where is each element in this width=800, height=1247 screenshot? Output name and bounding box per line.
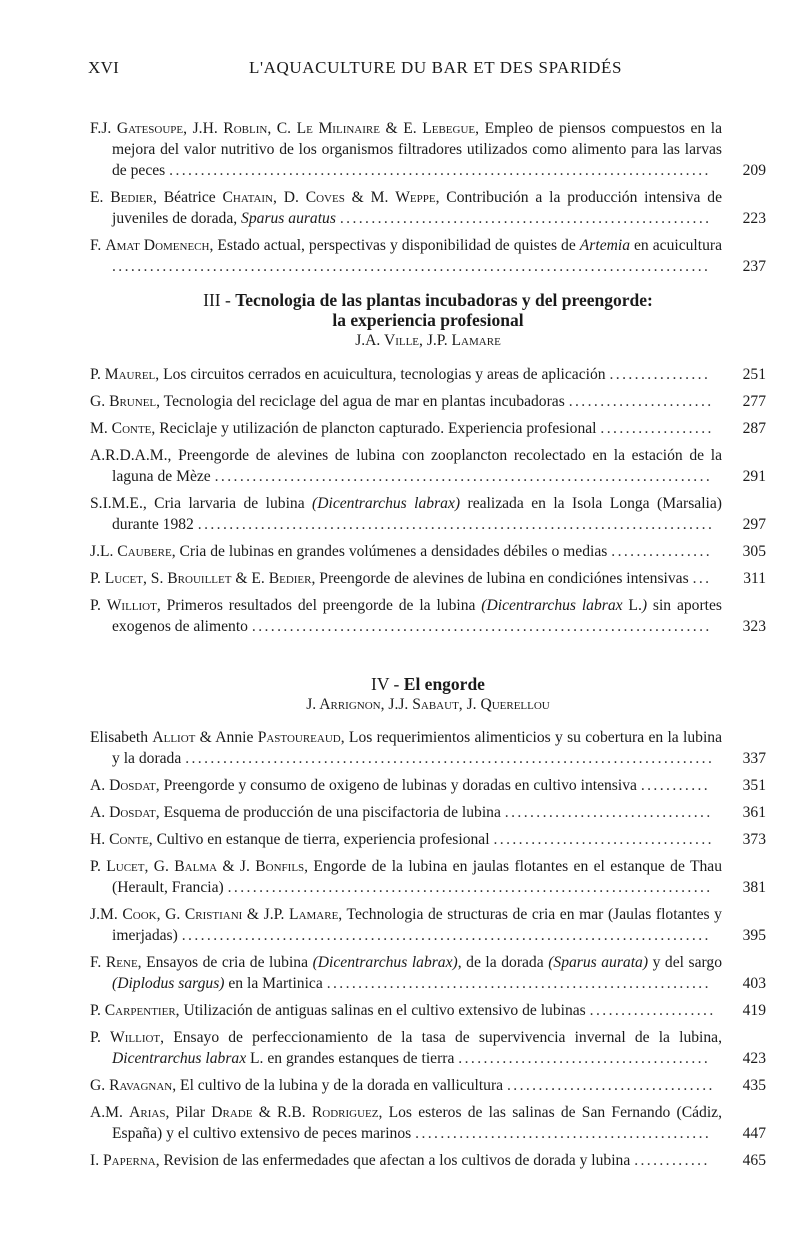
dot-leader: .................................................................................. xyxy=(197,516,715,533)
dot-leader: .................................................................................... xyxy=(185,750,715,767)
section-title-line1: Tecnologia de las plantas incubadoras y del preengorde: xyxy=(235,290,653,310)
entry-text-segment: J.L. xyxy=(90,543,118,560)
page-number: 337 xyxy=(742,750,766,767)
toc-entry xyxy=(90,391,766,412)
toc-entry xyxy=(90,1150,766,1171)
toc-entry-text xyxy=(90,1000,766,1021)
toc-entry-text xyxy=(90,1102,766,1144)
author-surname: Brouillet xyxy=(167,570,232,587)
entry-text-segment: , Cultivo en estanque de tierra, experiencia profesional xyxy=(148,831,490,848)
dot-leader: ............................................................................................... xyxy=(112,258,711,275)
toc-entry-text xyxy=(90,727,766,769)
author-surname: Cristiani xyxy=(184,906,243,923)
toc-entry xyxy=(90,595,766,637)
dot-leader: ................ xyxy=(611,543,713,560)
section-editors: J.A. Ville, J.P. Lamare xyxy=(355,332,501,349)
entry-text-segment: , Los esteros de las salinas de San Fernando (Cádiz, España) y el cultivo extensivo de peces marinos xyxy=(112,1104,722,1142)
page-number: 381 xyxy=(742,879,766,896)
author-surname: Pastoureaud xyxy=(257,729,341,746)
author-surname: Balma xyxy=(174,858,218,875)
author-surname: Chatain xyxy=(222,189,273,206)
toc-entry xyxy=(90,1027,766,1069)
toc-entry-text xyxy=(90,493,766,535)
author-surname: Carpentier xyxy=(104,1002,176,1019)
entry-text-segment: & R.B. xyxy=(252,1104,312,1121)
italic-text: (Dicentrarchus labrax xyxy=(481,597,623,614)
toc-entry xyxy=(90,904,766,946)
entry-text-segment: & E. xyxy=(379,120,423,137)
author-surname: Williot xyxy=(110,1029,161,1046)
toc-entry-text xyxy=(90,904,766,946)
entry-text-segment: G. xyxy=(90,393,110,410)
author-surname: Gatesoupe xyxy=(116,120,184,137)
toc-entry-text xyxy=(90,118,766,181)
entry-text-segment: L. en grandes estanques de tierra xyxy=(246,1050,455,1067)
dot-leader: ........... xyxy=(640,777,711,794)
entry-text-segment: , G. xyxy=(156,906,185,923)
italic-text: Sparus auratus xyxy=(241,210,336,227)
author-surname: Bedier xyxy=(110,189,154,206)
entry-text-segment: , Pilar xyxy=(165,1104,212,1121)
author-surname: Dosdat xyxy=(109,804,156,821)
entry-text-segment: , Technologia de structuras de cria en mar (Jaulas flotantes y imerjadas) xyxy=(112,906,722,944)
dot-leader: .................. xyxy=(600,420,714,437)
entry-text-segment: , S. xyxy=(143,570,168,587)
author-surname: Le Milinaire xyxy=(296,120,380,137)
section-title-line2: la experiencia profesional xyxy=(332,310,524,330)
toc-entry-text xyxy=(90,364,766,385)
toc-group-III xyxy=(90,364,766,643)
page-number: 291 xyxy=(742,468,766,485)
entry-text-segment: A. xyxy=(90,804,110,821)
dot-leader: ................................. xyxy=(506,1077,715,1094)
entry-text-segment: , J.H. xyxy=(183,120,224,137)
entry-text-segment: P. xyxy=(90,858,107,875)
entry-text-segment: realizada en la Isola Longa (Marsalia) durante 1982 xyxy=(112,495,722,533)
entry-text-segment: en la Martinica xyxy=(224,975,323,992)
toc-entry xyxy=(90,235,766,277)
italic-text: (Diplodus sargus) xyxy=(112,975,225,992)
toc-entry-text xyxy=(90,802,766,823)
entry-text-segment: , C. xyxy=(267,120,297,137)
author-surname: Amat Domenech xyxy=(105,237,210,254)
dot-leader: ............................................................................. xyxy=(227,879,713,896)
entry-text-segment: A.R.D.A.M., Preengorde de alevines de lubina con zooplancton recolectado en la estación de la laguna de Mèze xyxy=(90,447,722,485)
dot-leader: ........................................................... xyxy=(339,210,712,227)
entry-text-segment: , G. xyxy=(144,858,175,875)
page-number: 465 xyxy=(742,1152,766,1169)
entry-text-segment: Elisabeth xyxy=(90,729,153,746)
dot-leader: ................................. xyxy=(504,804,713,821)
author-surname: Dosdat xyxy=(109,777,156,794)
entry-text-segment: , Preengorde y consumo de oxigeno de lubinas y doradas en cultivo intensiva xyxy=(155,777,637,794)
toc-entry xyxy=(90,775,766,796)
entry-text-segment: , Tecnologia del reciclage del agua de mar en plantas incubadoras xyxy=(156,393,565,410)
page-number: 251 xyxy=(742,366,766,383)
section-number: III - xyxy=(203,290,236,310)
section-number: IV - xyxy=(371,674,404,694)
entry-text-segment: , D. xyxy=(273,189,306,206)
page-number: 403 xyxy=(742,975,766,992)
toc-entry xyxy=(90,493,766,535)
entry-text-segment: , Ensayo de perfeccionamiento de la tasa de supervivencia invernal de la lubina, xyxy=(160,1029,722,1046)
italic-text: Dicentrarchus labrax xyxy=(112,1050,247,1067)
dot-leader: .................................................................................... xyxy=(181,927,711,944)
entry-text-segment: , Los requerimientos alimenticios y su cobertura en la lubina y la dorada xyxy=(112,729,723,767)
toc-entry xyxy=(90,1075,766,1096)
entry-text-segment: P. xyxy=(90,366,105,383)
entry-text-segment: & E. xyxy=(231,570,269,587)
page-number: 277 xyxy=(742,393,766,410)
author-surname: Conte xyxy=(111,420,152,437)
author-surname: Cook xyxy=(122,906,157,923)
toc-entry xyxy=(90,364,766,385)
toc-entry-text xyxy=(90,1150,766,1171)
entry-text-segment: , Utilización de antiguas salinas en el cultivo extensivo de lubinas xyxy=(175,1002,586,1019)
toc-entry xyxy=(90,1000,766,1021)
toc-entry-text xyxy=(90,1075,766,1096)
entry-text-segment: , de la dorada xyxy=(457,954,549,971)
entry-text-segment: y del sargo xyxy=(648,954,723,971)
toc-entry-text xyxy=(90,187,766,229)
page-number: 287 xyxy=(742,420,766,437)
toc-entry xyxy=(90,829,766,850)
toc-entry xyxy=(90,118,766,181)
author-surname: Maurel xyxy=(104,366,156,383)
italic-text: (Dicentrarchus labrax) xyxy=(312,954,458,971)
author-surname: Lucet xyxy=(104,570,143,587)
page-number: 423 xyxy=(742,1050,766,1067)
author-surname: Bedier xyxy=(268,570,312,587)
author-surname: Lebegue xyxy=(422,120,476,137)
entry-text-segment: M. xyxy=(90,420,112,437)
author-surname: Caubere xyxy=(117,543,172,560)
entry-text-segment: , Preengorde de alevines de lubina en condiciónes intensivas xyxy=(311,570,689,587)
entry-text-segment: L. xyxy=(622,597,642,614)
entry-text-segment: F.J. xyxy=(90,120,117,137)
dot-leader: ......................................................................... xyxy=(251,618,712,635)
author-surname: Paperna xyxy=(103,1152,156,1169)
page-number: 351 xyxy=(742,777,766,794)
page-number: 297 xyxy=(742,516,766,533)
entry-text-segment: S.I.M.E., Cria larvaria de lubina xyxy=(90,495,313,512)
entry-text-segment: J.M. xyxy=(90,906,123,923)
entry-text-segment: , Reciclaje y utilización de plancton capturado. Experiencia profesional xyxy=(151,420,597,437)
entry-text-segment: H. xyxy=(90,831,110,848)
entry-text-segment: A.M. xyxy=(90,1104,130,1121)
toc-entry-text xyxy=(90,445,766,487)
toc-entry xyxy=(90,856,766,898)
toc-entry-text xyxy=(90,541,766,562)
entry-text-segment: , Ensayos de cria de lubina xyxy=(137,954,313,971)
entry-text-segment: , Béatrice xyxy=(153,189,223,206)
toc-entry-text xyxy=(90,418,766,439)
page-number: 209 xyxy=(742,162,766,179)
entry-text-segment: , Cria de lubinas en grandes volúmenes a densidades débiles o medias xyxy=(171,543,608,560)
entry-text-segment: I. xyxy=(90,1152,103,1169)
page-number: 435 xyxy=(742,1077,766,1094)
dot-leader: ............................................................................... xyxy=(214,468,713,485)
dot-leader: ... xyxy=(692,570,712,587)
entry-text-segment: G. xyxy=(90,1077,110,1094)
entry-text-segment: , Primeros resultados del preengorde de la lubina xyxy=(156,597,482,614)
page-number: 237 xyxy=(742,258,766,275)
author-surname: Bonfils xyxy=(255,858,305,875)
dot-leader: ....................... xyxy=(568,393,714,410)
author-surname: Ravagnan xyxy=(109,1077,173,1094)
page-number: 373 xyxy=(742,831,766,848)
page-folio: XVI xyxy=(88,58,120,77)
dot-leader: ............................................................. xyxy=(326,975,711,992)
author-surname: Conte xyxy=(109,831,149,848)
dot-leader: ...................................................................................... xyxy=(169,162,711,179)
toc-entry-text xyxy=(90,952,766,994)
toc-group-IV xyxy=(90,727,766,1177)
entry-text-segment: , Estado actual, perspectivas y disponibilidad de quistes de xyxy=(209,237,580,254)
toc-group-pre xyxy=(90,118,766,283)
author-surname: Lamare xyxy=(289,906,339,923)
page-number: 447 xyxy=(742,1125,766,1142)
entry-text-segment: F. xyxy=(90,954,106,971)
dot-leader: ............ xyxy=(634,1152,710,1169)
entry-text-segment: F. xyxy=(90,237,106,254)
toc-entry xyxy=(90,727,766,769)
section-heading-III xyxy=(90,290,766,351)
author-surname: Williot xyxy=(106,597,157,614)
italic-text: (Dicentrarchus labrax) xyxy=(312,495,461,512)
toc-entry xyxy=(90,445,766,487)
page-number: 323 xyxy=(742,618,766,635)
entry-text-segment: P. xyxy=(90,570,105,587)
author-surname: Weppe xyxy=(395,189,436,206)
entry-text-segment: , Los circuitos cerrados en acuicultura, tecnologias y areas de aplicación xyxy=(155,366,606,383)
page-number: 361 xyxy=(742,804,766,821)
author-surname: Coves xyxy=(305,189,345,206)
toc-entry-text xyxy=(90,568,766,589)
entry-text-segment: & J. xyxy=(217,858,256,875)
entry-text-segment: P. xyxy=(90,1002,105,1019)
author-surname: Rene xyxy=(105,954,138,971)
author-surname: Alliot xyxy=(152,729,196,746)
entry-text-segment: & M. xyxy=(344,189,396,206)
italic-text: ) xyxy=(641,597,648,614)
entry-text-segment: en acuicultura xyxy=(630,237,722,254)
entry-text-segment: P. xyxy=(90,597,107,614)
dot-leader: ................ xyxy=(609,366,711,383)
author-surname: Arias xyxy=(129,1104,166,1121)
entry-text-segment: , Contribución a la producción intensiva de juveniles de dorada, xyxy=(112,189,723,227)
entry-text-segment: & J.P. xyxy=(242,906,290,923)
dot-leader: ........................................ xyxy=(458,1050,711,1067)
toc-entry xyxy=(90,1102,766,1144)
entry-text-segment: , Empleo de piensos compuestos en la mejora del valor nutritivo de los organismos filtradores utilizados como alimento para las larvas de peces xyxy=(112,120,723,179)
page-number: 311 xyxy=(743,570,766,587)
entry-text-segment: , Revision de las enfermedades que afectan a los cultivos de dorada y lubina xyxy=(155,1152,631,1169)
toc-entry-text xyxy=(90,235,766,277)
entry-text-segment: E. xyxy=(90,189,111,206)
entry-text-segment: & Annie xyxy=(195,729,258,746)
toc-entry xyxy=(90,418,766,439)
author-surname: Lucet xyxy=(106,858,145,875)
dot-leader: ............................................... xyxy=(415,1125,712,1142)
toc-entry-text xyxy=(90,775,766,796)
dot-leader: ................................... xyxy=(493,831,714,848)
entry-text-segment: , Esquema de producción de una piscifactoria de lubina xyxy=(155,804,501,821)
author-surname: Drade xyxy=(211,1104,253,1121)
toc-entry xyxy=(90,568,766,589)
entry-text-segment: , Engorde de la lubina en jaulas flotantes en el estanque de Thau (Herault, Francia) xyxy=(112,858,722,896)
author-surname: Rodriguez xyxy=(311,1104,379,1121)
toc-entry xyxy=(90,802,766,823)
toc-entry-text xyxy=(90,1027,766,1069)
section-heading-IV xyxy=(90,674,766,715)
page-number: 223 xyxy=(742,210,766,227)
section-title-line1: El engorde xyxy=(403,674,485,694)
entry-text-segment: sin aportes exogenos de alimento xyxy=(112,597,722,635)
toc-entry xyxy=(90,541,766,562)
entry-text-segment: , El cultivo de la lubina y de la dorada en vallicultura xyxy=(172,1077,504,1094)
italic-text: Artemia xyxy=(579,237,631,254)
italic-text: (Sparus aurata) xyxy=(548,954,649,971)
toc-entry-text xyxy=(90,391,766,412)
author-surname: Roblin xyxy=(223,120,268,137)
toc-entry xyxy=(90,187,766,229)
section-editors: J. Arrignon, J.J. Sabaut, J. Querellou xyxy=(306,696,550,713)
toc-entry-text xyxy=(90,829,766,850)
running-title: L'AQUACULTURE DU BAR ET DES SPARIDÉS xyxy=(249,58,623,77)
entry-text-segment: P. xyxy=(90,1029,110,1046)
dot-leader: .................... xyxy=(589,1002,716,1019)
entry-text-segment: A. xyxy=(90,777,110,794)
author-surname: Brunel xyxy=(109,393,157,410)
toc-entry-text xyxy=(90,856,766,898)
toc-entry-text xyxy=(90,595,766,637)
page-number: 305 xyxy=(742,543,766,560)
toc-entry xyxy=(90,952,766,994)
page-number: 395 xyxy=(742,927,766,944)
page-number: 419 xyxy=(742,1002,766,1019)
